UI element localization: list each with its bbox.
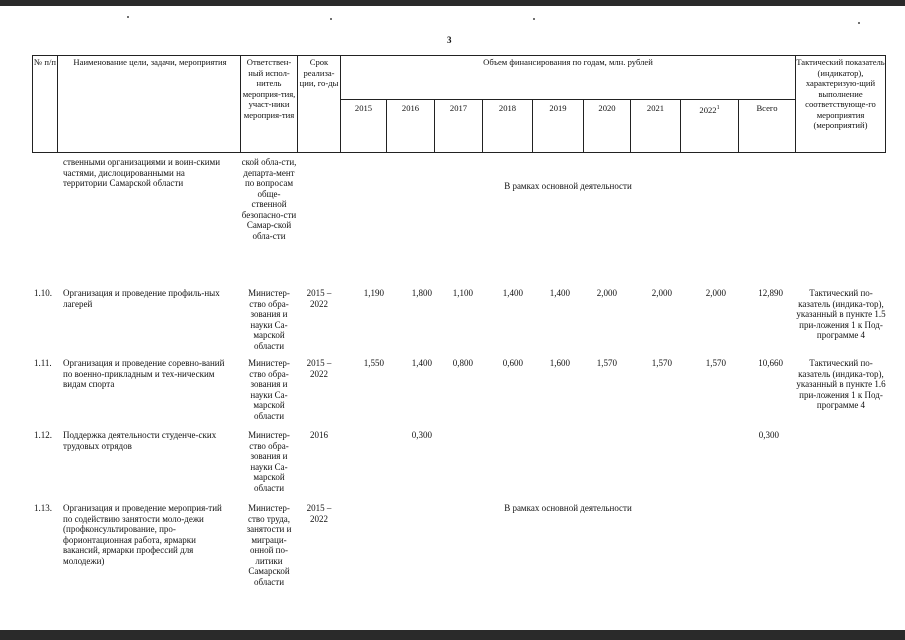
row-number: 1.11.	[34, 358, 52, 368]
row-value: 1,570	[705, 358, 726, 368]
row-value: 1,400	[502, 288, 523, 298]
row-value: 2,000	[705, 288, 726, 298]
row-value: 0,800	[452, 358, 473, 368]
header-year: 2015	[354, 103, 373, 113]
col-line	[885, 55, 886, 153]
scan-bottom-edge	[0, 630, 905, 640]
row-name: Организация и проведение соревно-ваний по военно-прикладным и тех-ническим видам спорта	[63, 358, 225, 389]
row-term: 2015 – 2022	[306, 358, 332, 379]
header-bottom-border	[32, 152, 885, 153]
row-name: ственными организациями и воин-скими частями, дислоцированными на территории Самарской области	[63, 157, 221, 188]
header-year: 2022	[699, 104, 717, 115]
header-responsible: Ответствен-ный испол-нитель мероприя-тия, участ-ники мероприя-тия	[242, 57, 296, 120]
row-value: 1,400	[549, 288, 570, 298]
row-name: Поддержка деятельности студенче-ских трудовых отрядов	[63, 430, 217, 451]
header-year: 2016	[401, 103, 420, 113]
header-term: Срок реализа-ции, го-ды	[299, 57, 339, 88]
header-year: 2017	[449, 103, 468, 113]
row-name: Организация и проведение мероприя-тий по содействию занятости моло-дежи (профконсультирование, про-форионтационная работа, ярмарки вакансий, ярмарки профессий для молодежи)	[63, 503, 222, 566]
row-number: 1.10.	[34, 288, 52, 298]
scan-speck	[858, 22, 860, 24]
row-responsible: ской обла-сти, департа-мент по вопросам обще-ственной безопасно-сти Самар-ской обла-сти	[241, 157, 297, 241]
row-total: 10,660	[758, 358, 783, 368]
col-line	[32, 55, 33, 153]
row-term: 2015 – 2022	[306, 288, 332, 309]
row-term: 2016	[310, 430, 328, 440]
row-indicator: Тактический по-казатель (индика-тор), указанный в пункте 1.6 при-ложения 1 к Под-программе 4	[796, 358, 886, 410]
row-note: В рамках основной деятельности	[504, 503, 632, 513]
years-divider	[340, 99, 795, 100]
page-number: 3	[447, 35, 452, 45]
header-no: № п/п	[34, 57, 56, 67]
row-responsible: Министер-ство обра-зования и науки Са-марской области	[248, 430, 290, 493]
row-indicator: Тактический по-казатель (индика-тор), указанный в пункте 1.5 при-ложения 1 к Под-программе 4	[796, 288, 886, 340]
row-value: 1,570	[651, 358, 672, 368]
row-total: 12,890	[758, 288, 783, 298]
row-term: 2015 – 2022	[306, 503, 332, 524]
header-year: 2019	[549, 103, 567, 113]
header-year: 2020	[598, 103, 616, 113]
scan-speck	[330, 18, 332, 20]
footnote-mark: 1	[716, 105, 720, 111]
row-value: 0,300	[411, 430, 432, 440]
header-year: 2018	[498, 103, 517, 113]
scan-speck	[127, 16, 129, 18]
table-border-top	[32, 55, 885, 56]
row-responsible: Министер-ство обра-зования и науки Са-марской области	[248, 358, 290, 421]
header-funding: Объем финансирования по годам, млн. рублей	[483, 57, 653, 67]
row-value: 1,100	[452, 288, 473, 298]
row-value: 1,800	[411, 288, 432, 298]
row-value: 0,600	[502, 358, 523, 368]
row-note: В рамках основной деятельности	[504, 181, 632, 191]
col-line	[57, 55, 58, 153]
row-value: 1,570	[596, 358, 617, 368]
row-responsible: Министер-ство обра-зования и науки Са-марской области	[248, 288, 290, 351]
row-value: 2,000	[596, 288, 617, 298]
header-name: Наименование цели, задачи, мероприятия	[73, 57, 227, 67]
row-responsible: Министер-ство труда, занятости и миграци-онной по-литики Самарской области	[246, 503, 292, 587]
header-total: Всего	[756, 103, 778, 113]
row-total: 0,300	[758, 430, 779, 440]
row-value: 1,190	[363, 288, 384, 298]
header-indicator: Тактический показатель (индикатор), характеризую-щий выполнение соответствующе-го мероприятия (мероприятий)	[796, 57, 885, 130]
row-value: 2,000	[651, 288, 672, 298]
row-number: 1.12.	[34, 430, 52, 440]
row-value: 1,400	[411, 358, 432, 368]
scan-top-edge	[0, 0, 905, 6]
row-value: 1,550	[363, 358, 384, 368]
header-year-2022	[681, 103, 738, 115]
row-value: 1,600	[549, 358, 570, 368]
scan-speck	[533, 18, 535, 20]
row-number: 1.13.	[34, 503, 52, 513]
header-year: 2021	[646, 103, 665, 113]
row-name: Организация и проведение профиль-ных лагерей	[63, 288, 220, 309]
